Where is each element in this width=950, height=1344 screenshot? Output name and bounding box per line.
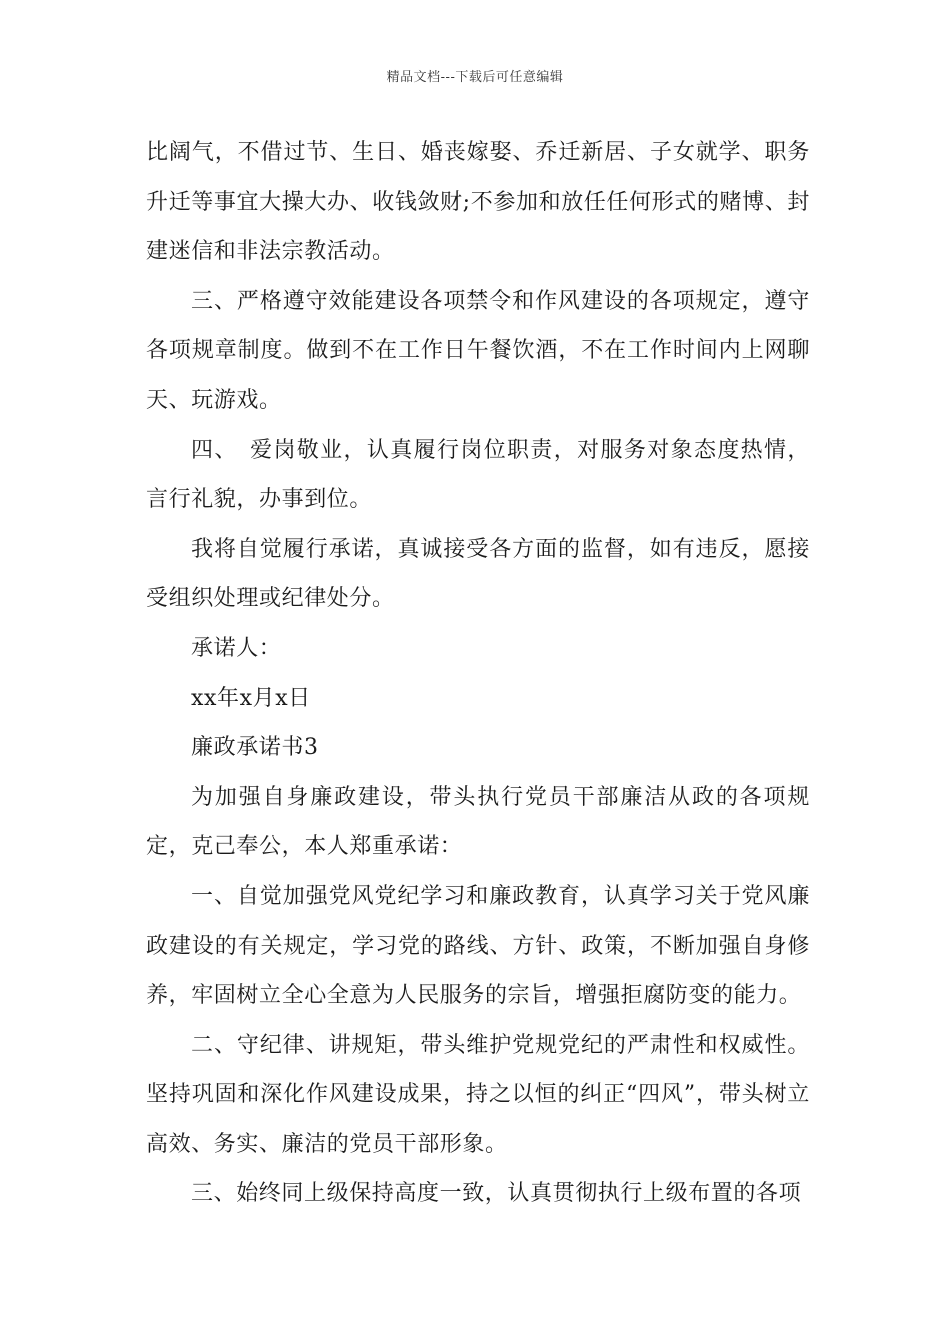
document-body (146, 128, 810, 1219)
paragraph-3: 四、 爱岗敬业，认真履行岗位职责，对服务对象态度热情，言行礼貌，办事到位。 (146, 437, 810, 513)
paragraph-1: 比阔气，不借过节、生日、婚丧嫁娶、乔迁新居、子女就学、职务升迁等事宜大操大办、收钱敛财;不参加和放任任何形式的赌博、封建迷信和非法宗教活动。 (146, 140, 810, 265)
paragraph-4: 我将自觉履行承诺，真诚接受各方面的监督，如有违反，愿接受组织处理或纪律处分。 (146, 536, 810, 612)
paragraph-2: 三、严格遵守效能建设各项禁令和作风建设的各项规定，遵守各项规章制度。做到不在工作日午餐饮酒，不在工作时间内上网聊天、玩游戏。 (146, 288, 810, 413)
section-title: 廉政承诺书3 (191, 735, 319, 761)
signatory-label: 承诺人： (191, 635, 282, 661)
page-header: 精品文档---下载后可任意编辑 (386, 70, 564, 85)
paragraph-9: 一、自觉加强党风党纪学习和廉政教育，认真学习关于党风廉政建设的有关规定，学习党的路线、方针、政策，不断加强自身修养，牢固树立全心全意为人民服务的宗旨，增强拒腐防变的能力。 (146, 883, 810, 1009)
date-line: xx年x月x日 (191, 685, 311, 711)
paragraph-10: 二、守纪律、讲规矩，带头维护党规党纪的严肃性和权威性。坚持巩固和深化作风建设成果，持之以恒的纠正“四风”，带头树立高效、务实、廉洁的党员干部形象。 (146, 1032, 810, 1157)
paragraph-11: 三、始终同上级保持高度一致，认真贯彻执行上级布置的各项 (191, 1181, 802, 1207)
paragraph-8: 为加强自身廉政建设，带头执行党员干部廉洁从政的各项规定，克己奉公，本人郑重承诺： (146, 784, 810, 860)
